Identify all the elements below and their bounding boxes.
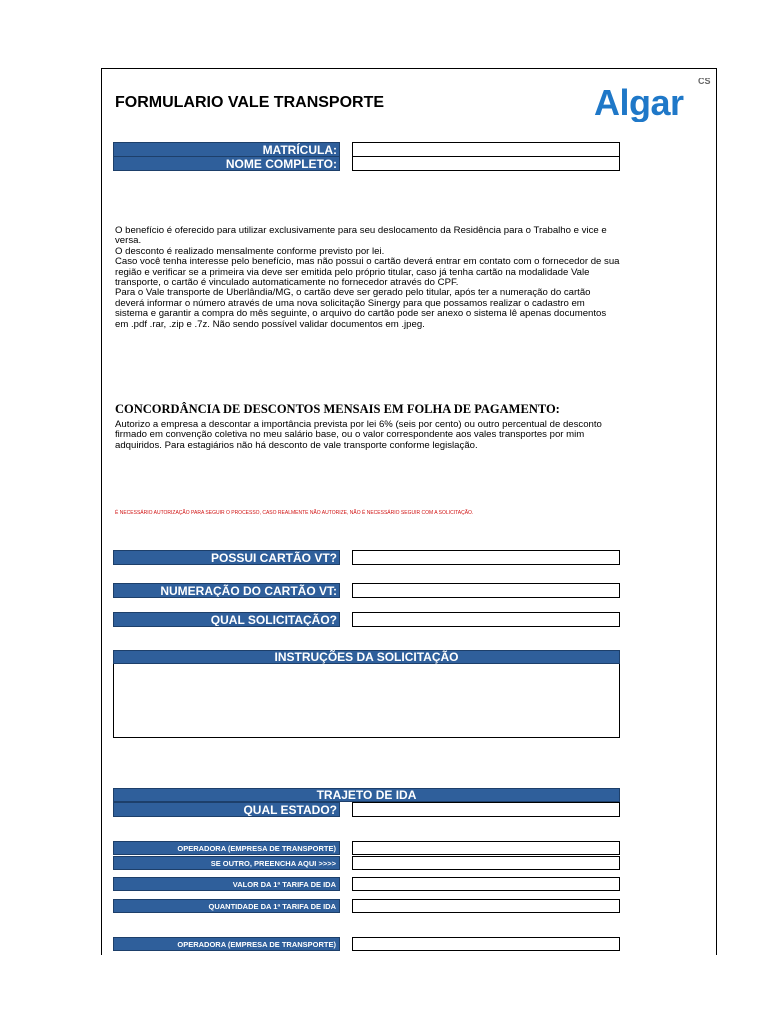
se-outro-field[interactable]	[352, 856, 620, 870]
form-title: FORMULARIO VALE TRANSPORTE	[115, 94, 385, 111]
nome-completo-label: NOME COMPLETO:	[113, 156, 340, 171]
possui-cartao-label: POSSUI CARTÃO VT?	[113, 550, 340, 565]
valor-tarifa-ida-label: VALOR DA 1ª TARIFA DE IDA	[113, 877, 340, 891]
logo-superscript: CS	[698, 78, 711, 86]
numeracao-cartao-field[interactable]	[352, 583, 620, 598]
info-paragraph-1: O benefício é oferecido para utilizar exclusivamente para seu deslocamento da Residência para o Trabalho e vice e versa.	[115, 225, 607, 247]
info-text	[115, 226, 620, 330]
concordance-text	[115, 420, 620, 451]
qual-solicitacao-field[interactable]	[352, 612, 620, 627]
concordance-title: CONCORDÂNCIA DE DESCONTOS MENSAIS EM FOLHA DE PAGAMENTO:	[115, 402, 560, 416]
operadora-2-label: OPERADORA (EMPRESA DE TRANSPORTE)	[113, 937, 340, 951]
logo-text: Algar	[594, 82, 684, 122]
qual-solicitacao-label: QUAL SOLICITAÇÃO?	[113, 612, 340, 627]
operadora-2-field[interactable]	[352, 937, 620, 951]
instrucoes-textarea[interactable]	[113, 664, 620, 738]
quantidade-tarifa-ida-label: QUANTIDADE DA 1ª TARIFA DE IDA	[113, 899, 340, 913]
instrucoes-header: INSTRUÇÕES DA SOLICITAÇÃO	[113, 650, 620, 664]
matricula-label: MATRÍCULA:	[113, 142, 340, 157]
qual-estado-label: QUAL ESTADO?	[113, 802, 340, 817]
info-paragraph-4: Para o Vale transporte de Uberlândia/MG, o cartão deve ser gerado pelo titular, após ter a numeração do cartão deverá informar o número através de uma nova solicitação Sinergy para que possamos realizar o cadastro em sistema e garantir a compra do mês seguinte, o arquivo do cartão pode ser anexo o sistema lê apenas documentos em .pdf .rar, .zip e .7z. Não sendo possível validar documentos em .jpeg.	[115, 287, 607, 330]
quantidade-tarifa-ida-field[interactable]	[352, 899, 620, 913]
company-logo	[594, 78, 715, 122]
operadora-field[interactable]	[352, 841, 620, 855]
authorization-warning: É NECESSÁRIO AUTORIZAÇÃO PARA SEGUIR O PROCESSO, CASO REALMENTE NÃO AUTORIZE, NÃO É NECESSÁRIO SEGUIR COM A SOLICITAÇÃO.	[115, 510, 474, 516]
nome-completo-field[interactable]	[352, 156, 620, 171]
qual-estado-field[interactable]	[352, 802, 620, 817]
info-paragraph-3: Caso você tenha interesse pelo benefício, mas não possui o cartão deverá entrar em contato com o fornecedor de sua região e verificar se a primeira via deve ser emitida pelo próprio titular, caso já tenha cartão na modalidade Vale transporte, o cartão é vinculado automaticamente no fornecedor através do CPF.	[115, 256, 620, 289]
operadora-label: OPERADORA (EMPRESA DE TRANSPORTE)	[113, 841, 340, 855]
valor-tarifa-ida-field[interactable]	[352, 877, 620, 891]
matricula-field[interactable]	[352, 142, 620, 157]
info-paragraph-2: O desconto é realizado mensalmente conforme previsto por lei.	[115, 245, 385, 257]
concordance-paragraph: Autorizo a empresa a descontar a importância prevista por lei 6% (seis por cento) ou outro percentual de desconto firmado em convenção coletiva no meu salário base, ou o valor correspondente aos vales transportes por mim adquiridos. Para estagiários não há desconto de vale transporte conforme legislação.	[115, 419, 602, 451]
trajeto-ida-header: TRAJETO DE IDA	[113, 788, 620, 802]
possui-cartao-field[interactable]	[352, 550, 620, 565]
numeracao-cartao-label: NUMERAÇÃO DO CARTÃO VT:	[113, 583, 340, 598]
se-outro-label: SE OUTRO, PREENCHA AQUI >>>>	[113, 856, 340, 870]
